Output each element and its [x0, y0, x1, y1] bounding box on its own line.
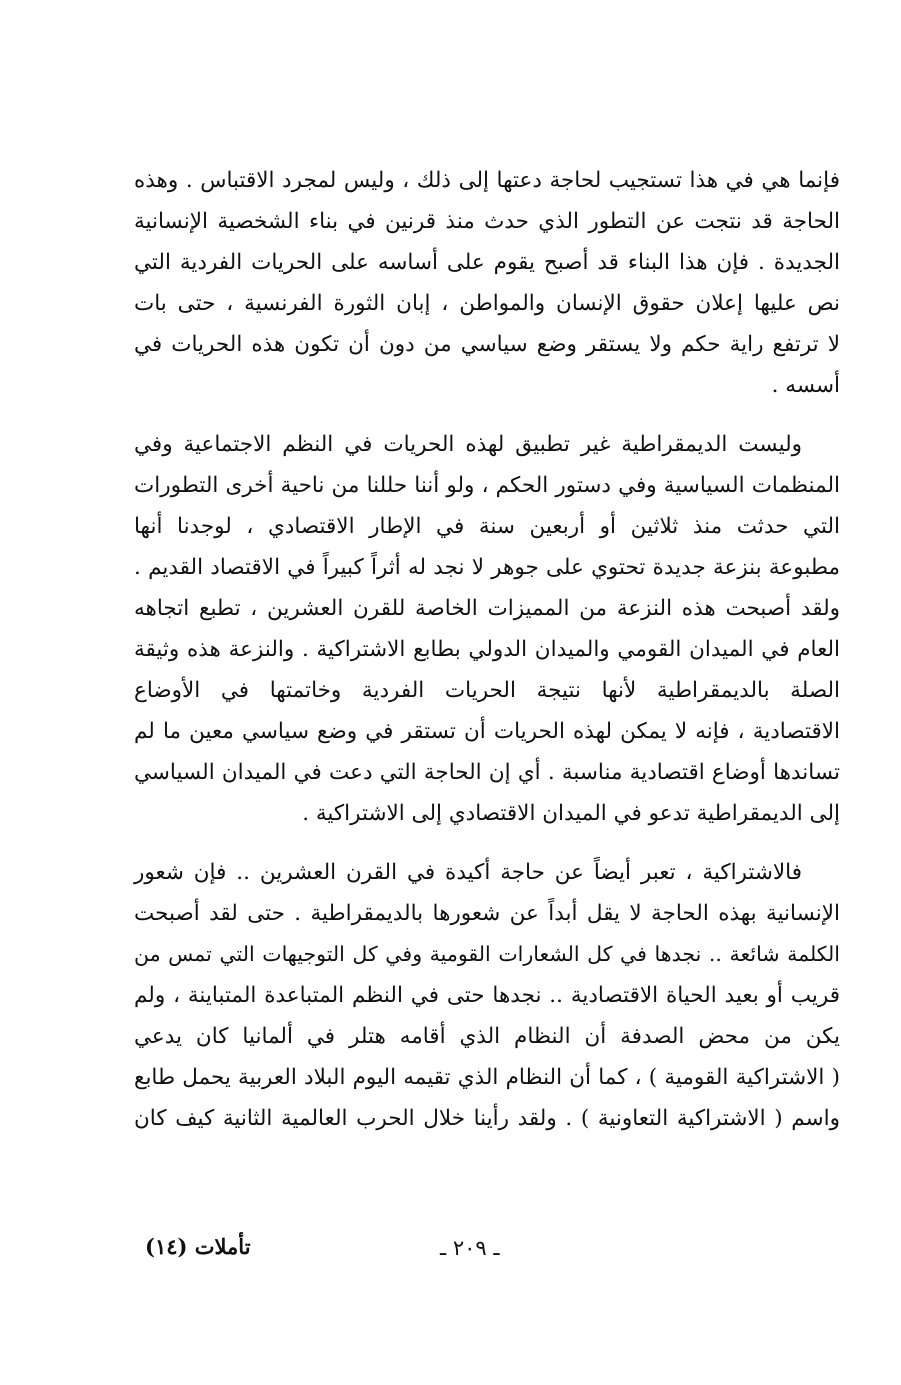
page-number: ـ ٢٠٩ ـ [440, 1236, 500, 1260]
text-line: نص عليها إعلان حقوق الإنسان والمواطن ، إبان الثورة الفرنسية ، حتى بات [134, 291, 840, 316]
footer-book-title: تأملات (١٤) [145, 1234, 251, 1259]
paragraph-3 [134, 852, 840, 1139]
text-line: التي حدثت منذ ثلاثين أو أربعين سنة في الإطار الاقتصادي ، لوجدنا أنها [134, 514, 840, 539]
text-line: تساندها أوضاع اقتصادية مناسبة . أي إن الحاجة التي دعت في الميدان السياسي [134, 760, 840, 785]
text-line: الحاجة قد نتجت عن التطور الذي حدث منذ قرنين في بناء الشخصية الإنسانية [134, 209, 840, 234]
text-line: فإنما هي في هذا تستجيب لحاجة دعتها إلى ذلك ، وليس لمجرد الاقتباس . وهذه [134, 168, 840, 193]
text-line: الصلة بالديمقراطية لأنها نتيجة الحريات الفردية وخاتمتها في الأوضاع [134, 678, 840, 703]
text-line: ( الاشتراكية القومية ) ، كما أن النظام الذي تقيمه اليوم البلاد العربية يحمل طابع [134, 1065, 840, 1090]
text-line: ولقد أصبحت هذه النزعة من المميزات الخاصة للقرن العشرين ، تطبع اتجاهه [134, 596, 840, 621]
text-line: لا ترتفع راية حكم ولا يستقر وضع سياسي من دون أن تكون هذه الحريات في [134, 332, 840, 357]
text-line: وليست الديمقراطية غير تطبيق لهذه الحريات في النظم الاجتماعية وفي [134, 432, 802, 457]
text-line: الجديدة . فإن هذا البناء قد أصبح يقوم على أساسه على الحريات الفردية التي [134, 250, 840, 275]
body-text [134, 160, 840, 1157]
text-line: العام في الميدان القومي والميدان الدولي بطابع الاشتراكية . والنزعة هذه وثيقة [134, 637, 840, 662]
text-line: المنظمات السياسية وفي دستور الحكم ، ولو أننا حللنا من ناحية أخرى التطورات [134, 473, 840, 498]
text-line: الاقتصادية ، فإنه لا يمكن لهذه الحريات أن تستقر في وضع سياسي معين ما لم [134, 719, 840, 744]
text-line: فالاشتراكية ، تعبر أيضاً عن حاجة أكيدة في القرن العشرين .. فإن شعور [134, 860, 802, 885]
text-line: إلى الديمقراطية تدعو في الميدان الاقتصادي إلى الاشتراكية . [302, 801, 840, 826]
text-line: قريب أو بعيد الحياة الاقتصادية .. نجدها حتى في النظم المتباعدة المتباينة ، ولم [134, 983, 840, 1008]
text-line: مطبوعة بنزعة جديدة تحتوي على جوهر لا نجد له أثراً كبيراً في الاقتصاد القديم . [134, 555, 840, 580]
text-line: واسم ( الاشتراكية التعاونية ) . ولقد رأينا خلال الحرب العالمية الثانية كيف كان [134, 1106, 840, 1131]
paragraph-2 [134, 424, 840, 834]
paragraph-1 [134, 160, 840, 406]
text-line: الإنسانية بهذه الحاجة لا يقل أبداً عن شعورها بالديمقراطية . حتى لقد أصبحت [134, 901, 840, 926]
text-line: الكلمة شائعة .. نجدها في كل الشعارات القومية وفي كل التوجيهات التي تمس من [134, 942, 840, 966]
text-line: يكن من محض الصدفة أن النظام الذي أقامه هتلر في ألمانيا كان يدعي [134, 1024, 840, 1049]
text-line: أسسه . [771, 373, 840, 398]
